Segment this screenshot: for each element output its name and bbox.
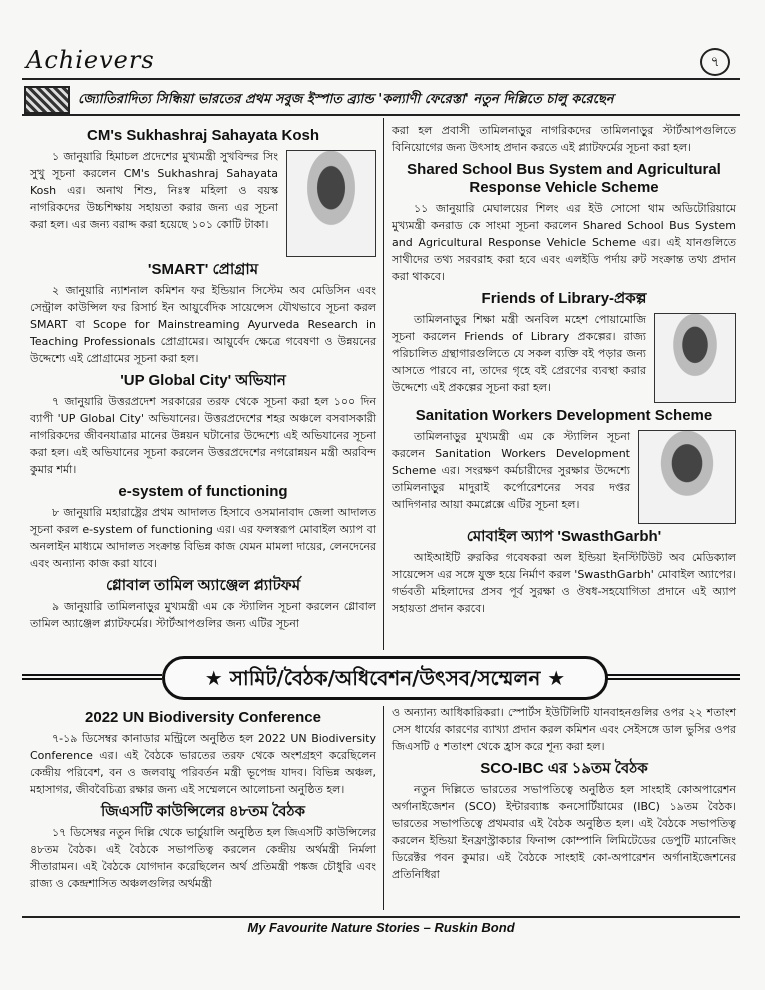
article-title: জিএসটি কাউন্সিলের ৪৮তম বৈঠক bbox=[100, 803, 306, 820]
column-divider bbox=[383, 118, 384, 650]
article-title: Sanitation Workers Development Scheme bbox=[415, 407, 713, 424]
article-body: ২ জানুয়ারি ন্যাশনাল কমিশন ফর ইন্ডিয়ান সিস্টেম অব মেডিসিন এবং সেন্ট্রাল কাউন্সিল ফর রিসার্চ ইন আয়ুর্বেদিক সায়েন্সেস যৌথভাবে সূচনা করল SMART বা Scope for Mainstreaming Ayurveda Research in Teaching Professionals প্রোগ্রামের। আয়ুর্বেদ ক্ষেত্রে গবেষণা ও উন্নয়নের উদ্দেশ্যে এই প্রোগ্রামের সূচনা করা হল। bbox=[30, 284, 376, 365]
article-body: ১১ জানুয়ারি মেঘালয়ের শিলং এর ইউ সোসো থাম অডিটোরিয়ামে মুখ্যমন্ত্রী কনরাড কে সাংমা সূচনা করলেন Shared School Bus System and Agricultural Response Vehicle Scheme এর। এই যানগুলিতে সাথীদের তথ্য সরবরাহ করা হবে এবং এলইডি পর্দায় রুট সংক্রান্ত তথ্য প্রদান করা থাকবে। bbox=[392, 202, 736, 283]
article-body: ১ জানুয়ারি হিমাচল প্রদেশের মুখ্যমন্ত্রী সুখবিন্দর সিং সুখু সূচনা করলেন CM's Sukhashraj Sahayata Kosh এর। অনাথ শিশু, নিঃস্ব মহিলা ও বয়স্ক নাগরিকদের উচ্চশিক্ষায় সহায়তা করার জন্য এর সূচনা করা হল। এর জন্য বরাদ্দ করা হয়েছে ১০১ কোটি টাকা। bbox=[30, 150, 278, 231]
article-body: নতুন দিল্লিতে ভারতের সভাপতিত্বে অনুষ্ঠিত হল সাংহাই কোঅপারেশন অর্গানাইজেশন (SCO) ইন্টারব্যাঙ্ক কনসোর্টিয়ামের (IBC) ১৯তম বৈঠক। ভারতের সভাপতিত্বে প্রথমবার এই বৈঠক অনুষ্ঠিত হল। এই বৈঠকে সভাপতিত্ব করলেন ইন্ডিয়া ইনফ্রাস্ট্রাকচার ফিনান্স কোম্পানি লিমিটেডের ডেপুটি ম্যানেজিং ডিরেক্টর পবন কুমার। এই বৈঠকে সাংহাই কো-অপারেশন অর্গানাইজেশনের প্রতিনিধিরা bbox=[392, 783, 736, 881]
column-divider bbox=[383, 706, 384, 910]
section-banner bbox=[22, 656, 740, 704]
footer-strip bbox=[22, 916, 740, 942]
article-title: গ্লোবাল তামিল অ্যাঞ্জেল প্ল্যাটফর্ম bbox=[105, 577, 301, 594]
article-body: ১৭ ডিসেম্বর নতুন দিল্লি থেকে ভার্চুয়ালি অনুষ্ঠিত হল জিএসটি কাউন্সিলের ৪৮তম বৈঠক। এই বৈঠকে সভাপতিত্ব করলেন কেন্দ্রীয় অর্থমন্ত্রী নির্মলা সীতারামন। এই বৈঠকে যোগদান করেছিলেন অর্থ প্রতিমন্ত্রী পঙ্কজ চৌধুরি এবং রাজ্য ও কেন্দ্রশাসিত অঞ্চলগুলির অর্থমন্ত্রী bbox=[30, 826, 376, 890]
lower-right-column bbox=[392, 704, 736, 883]
article-title: CM's Sukhashraj Sahayata Kosh bbox=[87, 127, 319, 144]
article-title: মোবাইল অ্যাপ 'SwasthGarbh' bbox=[466, 528, 662, 545]
banner-rule-left bbox=[22, 674, 162, 680]
article-body: ৭-১৯ ডিসেম্বর কানাডার মন্ট্রিলে অনুষ্ঠিত হল 2022 UN Biodiversity Conference এর। এই বৈঠকে ভারতের তরফ থেকে অংশগ্রহণ করেছিলেন কেন্দ্রীয় পরিবেশ, বন ও জলবায়ু পরিবর্তন মন্ত্রী ভূপেন্দ্র যাদব। বিভিন্ন অঞ্চল, মহাসাগর, জীববৈচিত্র্য রক্ষার জন্য এই সম্মেলনে আলোচনা অনুষ্ঠিত হল। bbox=[30, 732, 376, 796]
left-column bbox=[30, 122, 376, 632]
article-title: 'UP Global City' অভিযান bbox=[120, 372, 286, 389]
section-banner-title: ★ সামিট/বৈঠক/অধিবেশন/উৎসব/সম্মেলন ★ bbox=[162, 656, 608, 700]
portrait-photo bbox=[286, 150, 376, 257]
right-column bbox=[392, 122, 736, 617]
article-body: তামিলনাড়ুর মুখ্যমন্ত্রী এম কে স্ট্যালিন সূচনা করলেন Sanitation Workers Development Scheme এর। সংরক্ষণ কর্মচারীদের সুরক্ষার উদ্দেশ্যে তামিলনাড়ুর মাদুরাই কর্পোরেশনের সবর দপ্তর আদিগনার আয়া কমপ্লেক্সে এটির সূচনা হল। bbox=[392, 430, 630, 511]
article-continuation: ও অন্যান্য আধিকারিকরা। স্পোর্টস ইউটিলিটি যানবাহনগুলির ওপর ২২ শতাংশ সেস ধার্যের কারণের ব্যাখ্যা প্রদান করল কমিশন এবং সেইসঙ্গে ডাল ভুসির ওপর জিএসটি ৫ শতাংশ থেকে হ্রাস করে শূন্য করা হল। bbox=[392, 706, 736, 753]
article-body: আইআইটি রুরকির গবেষকরা অল ইন্ডিয়া ইনস্টিটিউট অব মেডিক্যাল সায়েন্সেস এর সঙ্গে যুক্ত হয়ে নির্মাণ করল 'SwasthGarbh' মোবাইল অ্যাপের। গর্ভবতী মহিলাদের প্রসব পূর্ব সুরক্ষা ও ঔষধ-সহযোগিতা প্রদানে এই অ্যাপ সহায়তা প্রদান করবে। bbox=[392, 551, 736, 615]
article-body: তামিলনাড়ুর শিক্ষা মন্ত্রী অনবিল মহেশ পোয়ামোজি সূচনা করলেন Friends of Library প্রকল্পের। রাজ্য পরিচালিত গ্রন্থাগারগুলিতে যে সকল ব্যক্তি বই পড়ার জন্য আসতে পারবে না, তাদের গৃহে বই প্রেরণের ব্যবস্থা করার উদ্দেশ্যে এই প্রকল্পের সূচনা করা হল। bbox=[392, 313, 646, 394]
article-continuation: করা হল প্রবাসী তামিলনাড়ুর নাগরিকদের তামিলনাড়ুর স্টার্টআপগুলিতে বিনিয়োগের জন্য উৎসাহ প্রদান করতে এই প্ল্যাটফর্মের সূচনা করা হল। bbox=[392, 124, 736, 154]
banner-rule-right bbox=[602, 674, 740, 680]
article-body: ৮ জানুয়ারি মহারাষ্ট্রের প্রথম আদালত হিসাবে ওসমানাবাদ জেলা আদালত সূচনা করল e-system of functioning এর। এর ফলস্বরূপ মোবাইল অ্যাপ বা অনলাইন মাধ্যমে আদালত সংক্রান্ত বিভিন্ন কাজ যেমন মামলা দায়ের, লেনদেনের এবং অন্যান্য কাজ করা যাবে। bbox=[30, 506, 376, 570]
article-body: ৭ জানুয়ারি উত্তরপ্রদেশ সরকারের তরফ থেকে সূচনা করা হল ১০০ দিন ব্যাপী 'UP Global City' অভিযানের। উত্তরপ্রদেশের শহর অঞ্চলে বসবাসকারী নাগরিকদের জীবনযাত্রার মানের উন্নয়ন ঘটানোর উদ্দেশ্যে এই অভিযানের সূচনা করা হল। এই অভিযানের সূচনা করলেন উত্তরপ্রদেশের নগরোন্নয়ন মন্ত্রী অরবিন্দ কুমার শর্মা। bbox=[30, 395, 376, 476]
headline-strip bbox=[22, 84, 740, 116]
article-title: 'SMART' প্রোগ্রাম bbox=[147, 261, 259, 278]
article-title: 2022 UN Biodiversity Conference bbox=[85, 709, 321, 726]
headline-text: জ্যোতিরাদিত্য সিন্ধিয়া ভারতের প্রথম সবুজ ইস্পাত ব্র্যান্ড 'কল্যাণী ফেরেস্তা' নতুন দিল্লিতে চালু করেছেন bbox=[78, 92, 614, 107]
brand-title: Achievers bbox=[26, 46, 155, 74]
lower-left-column bbox=[30, 704, 376, 892]
footer-text: My Favourite Nature Stories – Ruskin Bond bbox=[247, 920, 515, 935]
newsreel-icon bbox=[24, 86, 70, 114]
portrait-photo bbox=[638, 430, 736, 524]
article-title: e-system of functioning bbox=[118, 483, 288, 500]
article-title: Shared School Bus System and Agricultural Response Vehicle Scheme bbox=[407, 161, 721, 196]
article-title: Friends of Library-প্রকল্প bbox=[481, 290, 647, 307]
portrait-photo bbox=[654, 313, 736, 403]
article-title: SCO-IBC এর ১৯তম বৈঠক bbox=[480, 760, 648, 777]
article-body: ৯ জানুয়ারি তামিলনাড়ুর মুখ্যমন্ত্রী এম কে স্ট্যালিন সূচনা করলেন গ্লোবাল তামিল অ্যাঞ্জেল প্ল্যাটফর্মের। স্টার্টআপগুলির জন্য এটির সূচনা bbox=[30, 600, 376, 630]
page-number: ৭ bbox=[700, 48, 730, 76]
masthead bbox=[22, 42, 740, 80]
